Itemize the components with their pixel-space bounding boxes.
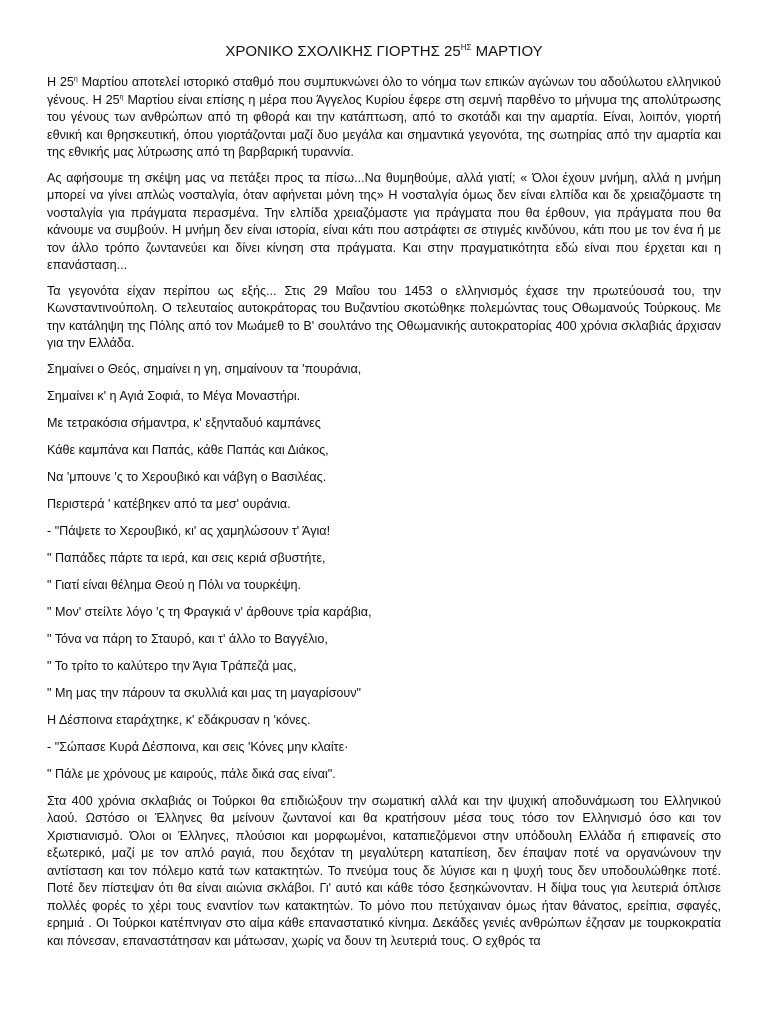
title-superscript: ΗΣ — [460, 43, 472, 52]
poem-line: Σημαίνει ο Θεός, σημαίνει η γη, σημαίνουν τα 'πουράνια, — [47, 361, 362, 376]
poem-line: Η Δέσποινα εταράχτηκε, κ' εδάκρυσαν η 'κόνες. — [47, 712, 311, 727]
paragraph-occupation: Στα 400 χρόνια σκλαβιάς οι Τούρκοι θα επιδιώξουν την σωματική αλλά και την ψυχική αποδυνάμωση του Ελληνικού λαού. Ωστόσο οι Έλληνες θα μείνουν ζωντανοί και θα κρατήσουν μέσα τους τόσο τον Ελληνισμό όσο και τον Χριστιανισμό. Όλοι οι Έλληνες, πλούσιοι και μορφωμένοι, καταπιεζόμενοι στην υπόδουλη Ελλάδα ή επιφανείς στο εξωτερικό, μαζί με τον απλό ραγιά, που δεχόταν τη μεγαλύτερη καταπίεση, δεν έπαψαν ποτέ να οργανώνουν την αντίσταση και τον πόλεμο κατά των κατακτητών. Το πνεύμα τους δε λύγισε και η ψυχή τους δεν υποδουλώθηκε ποτέ. Ποτέ δεν πίστεψαν ότι θα είναι αιώνια σκλάβοι. Γι' αυτό και κάθε τόσο ξεσηκώνονταν. Η δίψα τους για λευτεριά όπλισε πολλές φορές το χέρι τους εναντίον των κατακτητών. Το μόνο που πετύχαιναν όμως ήταν θάνατος, ερείπια, σφαγές, ερημιά . Οι Τούρκοι κατέπνιγαν στο αίμα κάθε επαναστατικό κίνημα. Δεκάδες γενιές ανθρώπων έζησαν με τουρκοκρατία και πόνεσαν, επαναστάτησαν και μάτωσαν, χωρίς να δουν τη λευτεριά τους. Ο εχθρός τα — [47, 793, 721, 948]
paragraph-memory: Ας αφήσουμε τη σκέψη μας να πετάξει προς τα πίσω...Να θυμηθούμε, αλλά γιατί; « Όλοι έχουν μνήμη, αλλά η μνήμη μπορεί να γίνει απλώς νοσταλγία, όταν αφήνεται μόνη της» Η νοσταλγία όμως δεν είναι ελπίδα και δε χρειαζόμαστε τη νοσταλγία για πράγματα περασμένα. Την ελπίδα χρειαζόμαστε για πράγματα που θα έρθουν, για πράγματα που θα κάνουμε να συμβούν. Η μνήμη δεν είναι ιστορία, είναι κάτι που αστράφτει σε στιγμές κινδύνου, κάτι που με τον ένα ή με τον άλλο τρόπο ζωντανεύει και δίνει κίνηση στα πράγματα. Και στην πραγματικότητα εδώ είναι που έρχεται και η επανάσταση... — [47, 170, 721, 272]
poem-line: " Το τρίτο το καλύτερο την Άγια Τράπεζά μας, — [47, 658, 297, 673]
poem-line: Σημαίνει κ' η Αγιά Σοφιά, το Μέγα Μοναστήρι. — [47, 388, 301, 403]
poem-line: " Μη μας την πάρουν τα σκυλλιά και μας τη μαγαρίσουν" — [47, 685, 362, 700]
poem-line: Κάθε καμπάνα και Παπάς, κάθε Παπάς και Διάκος, — [47, 442, 329, 457]
poem-line: " Τόνα να πάρη το Σταυρό, και τ' άλλο το Βαγγέλιο, — [47, 631, 328, 646]
poem-line: " Μον' στείλτε λόγο 'ς τη Φραγκιά ν' άρθουνε τρία καράβια, — [47, 604, 372, 619]
title-text: ΧΡΟΝΙΚΟ ΣΧΟΛΙΚΗΣ ΓΙΟΡΤΗΣ 25 — [225, 43, 461, 60]
poem-line: Με τετρακόσια σήμαντρα, κ' εξηνταδυό καμπάνες — [47, 415, 321, 430]
poem-line: - "Σώπασε Κυρά Δέσποινα, και σεις 'Κόνες μην κλαίτε· — [47, 739, 349, 754]
poem-line: - "Πάψετε το Χερουβικό, κι' ας χαμηλώσουν τ' Άγια! — [47, 523, 331, 538]
paragraph-history: Τα γεγονότα είχαν περίπου ως εξής... Στις 29 Μαΐου του 1453 ο ελληνισμός έχασε την πρωτεύουσά του, την Κωνσταντινούπολη. Ο τελευταίος αυτοκράτορας του Βυζαντίου σκοτώθηκε πολεμώντας τους Οθωμανούς Τούρκους. Με την κατάληψη της Πόλης από τον Μωάμεθ το Β' σουλτάνο της Οθωμανικής αυτοκρατορίας 400 χρόνια σκλαβιάς άρχισαν για την Ελλάδα. — [47, 283, 721, 350]
poem-line: " Παπάδες πάρτε τα ιερά, και σεις κεριά σβυστήτε, — [47, 550, 326, 565]
poem-line: Περιστερά ' κατέβηκεν από τα μεσ' ουράνια. — [47, 496, 291, 511]
document-title — [47, 42, 721, 62]
paragraph-intro: Η $25^\eta$ Μαρτίου αποτελεί ιστορικό σταθμό που συμπυκνώνει όλο το νόημα των επικών αγώνων του αδούλωτου ελληνικού γένους. Η $25^\eta$ Μαρτίου είναι επίσης η μέρα που Άγγελος Κυρίου έφερε στη σεμνή παρθένο το μήνυμα της απολύτρωσης του γένους των ανθρώπων από τη φθορά και την κατάπτωση, από το σκοτάδι και την αμαρτία. Είναι, λοιπόν, γιορτή εθνική και θρησκευτική, όπου γιορτάζονται μαζί δυο μεγάλα και σημαντικά γεγονότα, της σωτηρίας από την αμαρτία και της εθνικής μας λύτρωσης από τη βαρβαρική τυραννία. — [47, 75, 721, 159]
poem-line: Να 'μπουνε 'ς το Χερουβικό και νάβγη ο Βασιλέας. — [47, 469, 327, 484]
poem-line: " Πάλε με χρόνους με καιρούς, πάλε δικά σας είναι". — [47, 766, 336, 781]
document-page — [47, 42, 721, 950]
title-tail: ΜΑΡΤΙΟΥ — [471, 43, 543, 60]
poem-line: " Γιατί είναι θέλημα Θεού η Πόλι να τουρκέψη. — [47, 577, 302, 592]
